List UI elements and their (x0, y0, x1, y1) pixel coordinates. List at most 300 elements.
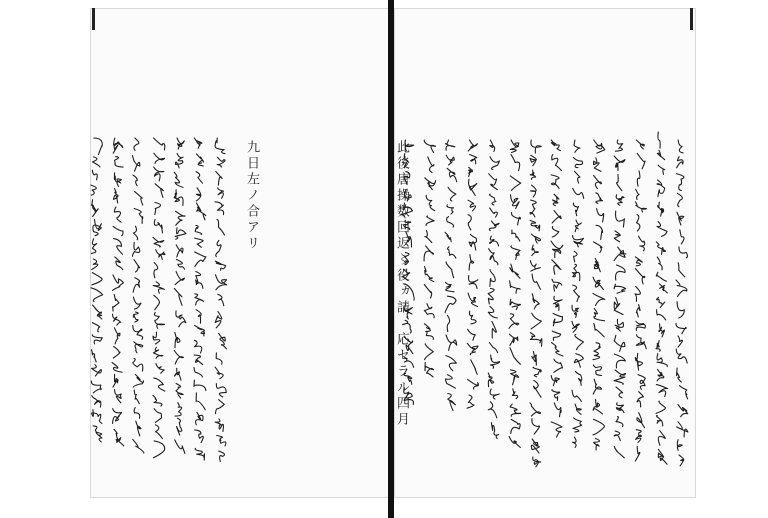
script-stroke (113, 295, 120, 312)
script-stroke (575, 220, 581, 232)
script-stroke (530, 200, 536, 217)
script-stroke (678, 336, 682, 347)
script-stroke (195, 252, 206, 266)
script-stroke (446, 140, 455, 150)
script-stroke (445, 232, 451, 241)
script-stroke (679, 455, 684, 466)
script-stroke (114, 173, 121, 187)
script-stroke (153, 332, 160, 344)
script-stroke (175, 228, 186, 240)
script-stroke (468, 379, 479, 389)
script-stroke (533, 457, 541, 467)
script-stroke (92, 335, 102, 344)
script-stroke (637, 153, 645, 169)
script-stroke (136, 421, 141, 436)
script-stroke (446, 262, 454, 278)
script-stroke (573, 285, 580, 301)
script-stroke (552, 211, 561, 223)
script-stroke (133, 226, 137, 240)
script-stroke (679, 247, 687, 258)
script-stroke (614, 431, 620, 441)
script-stroke (530, 261, 540, 272)
script-stroke (445, 296, 456, 313)
script-stroke (93, 157, 101, 167)
script-stroke (195, 326, 205, 337)
script-stroke (469, 179, 477, 195)
script-stroke (490, 236, 499, 246)
script-stroke (573, 188, 584, 198)
script-stroke (639, 236, 645, 251)
script-stroke (637, 171, 640, 186)
script-stroke (113, 314, 121, 325)
script-stroke (657, 150, 664, 159)
script-stroke (677, 157, 683, 168)
script-stroke (133, 326, 143, 340)
script-stroke (531, 439, 539, 453)
script-stroke (195, 226, 201, 235)
script-stroke (448, 187, 456, 201)
script-stroke (676, 323, 686, 333)
script-stroke (134, 260, 140, 272)
script-stroke (177, 418, 182, 435)
script-stroke (113, 374, 118, 387)
script-stroke (114, 207, 121, 222)
script-stroke (92, 170, 97, 180)
script-stroke (593, 293, 605, 305)
script-stroke (424, 140, 435, 153)
script-stroke (215, 138, 225, 154)
script-stroke (135, 191, 143, 205)
script-stroke (512, 230, 520, 241)
script-stroke (489, 221, 499, 231)
script-stroke (216, 353, 222, 364)
script-stroke (551, 140, 560, 151)
script-stroke (657, 354, 667, 367)
script-stroke (176, 384, 183, 399)
script-stroke (195, 294, 204, 305)
script-stroke (593, 379, 601, 394)
script-stroke (219, 451, 225, 461)
script-stroke (614, 156, 625, 170)
script-stroke (656, 242, 665, 255)
script-stroke (574, 251, 577, 261)
script-stroke (426, 195, 435, 210)
script-stroke (92, 396, 101, 407)
script-stroke (594, 158, 601, 172)
script-stroke (511, 195, 520, 209)
script-stroke (488, 402, 497, 418)
script-stroke (616, 265, 626, 280)
script-stroke (134, 209, 143, 224)
script-stroke (510, 348, 520, 365)
script-stroke (471, 360, 478, 375)
script-stroke (510, 264, 520, 278)
script-stroke (510, 176, 521, 191)
script-stroke (635, 257, 642, 266)
script-stroke (680, 230, 684, 244)
script-stroke (490, 389, 499, 399)
script-stroke (574, 354, 583, 368)
script-stroke (552, 279, 562, 291)
script-stroke (658, 132, 660, 148)
script-stroke (219, 333, 227, 349)
script-stroke (657, 222, 667, 237)
script-stroke (678, 263, 685, 277)
script-stroke (447, 168, 457, 181)
script-stroke (445, 375, 455, 389)
script-stroke (469, 276, 478, 289)
script-stroke (530, 403, 541, 416)
script-stroke (133, 297, 141, 309)
script-stroke (153, 282, 164, 293)
script-stroke (447, 205, 454, 214)
script-stroke (217, 436, 226, 447)
script-stroke (216, 172, 222, 186)
script-stroke (446, 335, 457, 351)
script-stroke (576, 372, 582, 386)
script-stroke (92, 259, 98, 270)
script-stroke (636, 335, 646, 349)
script-stroke (153, 237, 164, 247)
script-stroke (530, 185, 536, 197)
script-stroke (196, 272, 203, 289)
script-stroke (469, 255, 474, 270)
script-stroke (511, 155, 520, 171)
script-stroke (114, 328, 120, 344)
script-stroke (593, 419, 604, 435)
right-page-note: 此後唐操数回返〻役ヵ請、応セラル四月 (394, 140, 409, 428)
script-stroke (134, 390, 139, 404)
script-stroke (215, 202, 224, 215)
script-stroke (91, 185, 96, 195)
script-stroke (490, 208, 498, 217)
script-stroke (424, 324, 433, 340)
script-stroke (468, 329, 476, 340)
script-stroke (133, 439, 144, 453)
script-stroke (91, 381, 101, 393)
script-stroke (490, 194, 496, 205)
script-stroke (614, 370, 625, 384)
script-stroke (512, 213, 521, 225)
script-stroke (468, 293, 478, 306)
script-stroke (553, 313, 562, 325)
script-stroke (554, 403, 561, 417)
script-stroke (425, 363, 434, 377)
script-stroke (491, 423, 498, 439)
script-stroke (531, 140, 541, 153)
script-stroke (154, 263, 158, 278)
script-stroke (596, 193, 603, 204)
script-stroke (552, 343, 563, 356)
script-stroke (93, 426, 102, 442)
script-stroke (597, 209, 604, 222)
script-stroke (470, 155, 477, 164)
script-stroke (174, 288, 182, 305)
script-stroke (637, 392, 643, 407)
script-stroke (215, 261, 226, 270)
script-stroke (153, 347, 163, 358)
script-stroke (425, 178, 436, 190)
script-stroke (490, 157, 499, 170)
script-stroke (658, 431, 665, 446)
script-stroke (92, 323, 99, 332)
left-page-heading: 九日左ノ合アリ (244, 140, 259, 252)
script-stroke (635, 447, 640, 462)
script-stroke (572, 305, 578, 317)
script-stroke (216, 240, 221, 256)
script-stroke (469, 234, 476, 250)
script-stroke (447, 315, 449, 331)
script-stroke (467, 395, 474, 408)
script-stroke (91, 288, 103, 302)
script-stroke (490, 343, 498, 353)
script-stroke (176, 211, 186, 225)
script-stroke (534, 380, 542, 397)
script-stroke (532, 419, 540, 435)
script-stroke (575, 171, 581, 183)
script-stroke (553, 194, 559, 205)
script-stroke (91, 239, 97, 254)
script-stroke (154, 138, 165, 150)
script-stroke (92, 200, 98, 217)
script-stroke (511, 370, 519, 385)
script-stroke (156, 250, 165, 260)
script-stroke (94, 138, 102, 155)
script-stroke (594, 258, 600, 271)
script-stroke (509, 334, 517, 345)
script-stroke (446, 356, 457, 371)
script-stroke (92, 410, 102, 424)
script-stroke (490, 140, 495, 151)
script-stroke (92, 365, 102, 376)
script-stroke (616, 403, 624, 413)
script-stroke (573, 158, 582, 168)
script-stroke (446, 282, 455, 292)
script-stroke (154, 378, 165, 391)
script-stroke (594, 140, 605, 153)
script-stroke (532, 274, 541, 289)
script-stroke (113, 138, 123, 153)
script-stroke (174, 172, 183, 187)
script-stroke (614, 231, 620, 242)
script-stroke (489, 249, 498, 265)
script-stroke (217, 219, 225, 235)
script-stroke (470, 311, 477, 324)
script-stroke (593, 343, 600, 360)
script-stroke (677, 174, 684, 191)
script-stroke (511, 419, 520, 433)
script-stroke (134, 138, 139, 150)
script-stroke (530, 333, 542, 347)
script-stroke (133, 374, 143, 387)
script-stroke (155, 203, 161, 215)
script-stroke (552, 155, 562, 171)
script-stroke (551, 376, 559, 386)
script-stroke (113, 189, 118, 203)
script-stroke (552, 260, 561, 275)
script-stroke (658, 165, 665, 174)
script-stroke (115, 390, 122, 403)
script-stroke (468, 140, 477, 151)
script-stroke (490, 270, 495, 287)
script-stroke (636, 321, 646, 330)
script-stroke (175, 403, 182, 416)
script-stroke (552, 390, 560, 401)
script-stroke (425, 344, 434, 360)
script-stroke (658, 449, 667, 464)
script-stroke (197, 154, 204, 166)
script-stroke (195, 430, 204, 443)
script-stroke (217, 157, 225, 167)
script-stroke (216, 275, 227, 290)
script-stroke (113, 275, 124, 291)
script-stroke (153, 395, 162, 406)
script-stroke (154, 167, 164, 181)
script-stroke (154, 220, 162, 233)
script-stroke (636, 430, 642, 443)
script-stroke (510, 404, 520, 416)
script-stroke (677, 302, 684, 318)
script-stroke (133, 278, 140, 293)
script-stroke (677, 212, 684, 225)
script-stroke (616, 195, 624, 206)
script-stroke (677, 368, 682, 382)
script-stroke (113, 347, 120, 359)
script-stroke (115, 257, 123, 270)
script-stroke (594, 175, 602, 188)
script-stroke (194, 368, 202, 378)
script-stroke (492, 322, 496, 339)
script-stroke (196, 310, 201, 324)
script-stroke (552, 227, 559, 237)
script-stroke (657, 180, 665, 197)
script-stroke (113, 226, 123, 235)
script-stroke (510, 299, 520, 309)
script-stroke (657, 369, 664, 380)
script-stroke (175, 368, 182, 380)
script-stroke (551, 241, 563, 258)
script-stroke (615, 319, 623, 331)
script-stroke (215, 312, 222, 328)
script-stroke (114, 429, 124, 446)
script-stroke (509, 436, 520, 447)
script-stroke (677, 440, 682, 451)
script-stroke (635, 353, 642, 370)
script-stroke (657, 310, 666, 320)
script-stroke (488, 306, 497, 318)
script-stroke (533, 367, 541, 376)
script-stroke (195, 448, 204, 460)
script-stroke (512, 389, 517, 399)
script-stroke (153, 441, 164, 458)
script-stroke (615, 140, 622, 151)
script-stroke (448, 247, 456, 258)
script-stroke (154, 153, 165, 163)
script-stroke (154, 295, 160, 310)
script-stroke (575, 334, 584, 349)
script-stroke (658, 202, 664, 216)
script-stroke (194, 355, 202, 365)
script-stroke (428, 157, 434, 173)
script-stroke (677, 193, 682, 206)
script-stroke (635, 202, 646, 212)
script-stroke (677, 422, 688, 437)
script-stroke (175, 332, 180, 347)
script-stroke (659, 284, 667, 293)
script-stroke (616, 211, 625, 227)
script-stroke (176, 245, 183, 257)
script-stroke (656, 415, 662, 426)
script-stroke (176, 154, 184, 168)
script-stroke (593, 399, 602, 414)
script-stroke (530, 155, 536, 165)
script-stroke (489, 174, 498, 190)
script-stroke (510, 281, 521, 294)
script-stroke (532, 352, 537, 366)
script-stroke (656, 341, 660, 352)
script-stroke (572, 264, 579, 280)
script-stroke (680, 386, 688, 399)
script-stroke (614, 247, 626, 261)
script-stroke (176, 259, 184, 269)
script-stroke (133, 242, 140, 256)
script-stroke (175, 440, 185, 454)
script-stroke (594, 323, 605, 337)
script-stroke (196, 412, 204, 425)
script-stroke (216, 400, 225, 414)
script-stroke (594, 365, 602, 376)
script-stroke (488, 373, 493, 387)
script-stroke (195, 238, 203, 247)
script-stroke (657, 297, 665, 307)
script-stroke (215, 419, 223, 432)
script-stroke (531, 313, 541, 329)
script-stroke (530, 170, 536, 179)
script-stroke (636, 305, 640, 318)
script-stroke (93, 220, 102, 236)
script-stroke (554, 359, 563, 372)
script-stroke (638, 375, 645, 390)
script-stroke (635, 286, 640, 301)
script-stroke (174, 351, 183, 365)
script-stroke (553, 296, 562, 310)
script-stroke (133, 156, 140, 172)
script-stroke (637, 413, 645, 428)
script-stroke (614, 284, 626, 293)
script-stroke (113, 409, 122, 424)
script-stroke (92, 350, 97, 362)
script-stroke (114, 239, 123, 255)
script-stroke (154, 313, 164, 329)
script-stroke (424, 304, 434, 318)
script-stroke (614, 354, 625, 368)
script-stroke (530, 221, 540, 231)
script-stroke (218, 188, 224, 199)
script-stroke (176, 311, 186, 327)
script-stroke (659, 324, 664, 337)
script-stroke (676, 280, 687, 297)
script-stroke (636, 189, 640, 199)
script-stroke (656, 272, 666, 281)
script-stroke (509, 314, 519, 329)
script-stroke (196, 393, 205, 410)
script-stroke (594, 308, 605, 320)
script-stroke (593, 277, 603, 289)
script-stroke (425, 267, 434, 282)
script-stroke (594, 242, 603, 253)
script-stroke (424, 246, 433, 261)
script-stroke (196, 172, 203, 184)
